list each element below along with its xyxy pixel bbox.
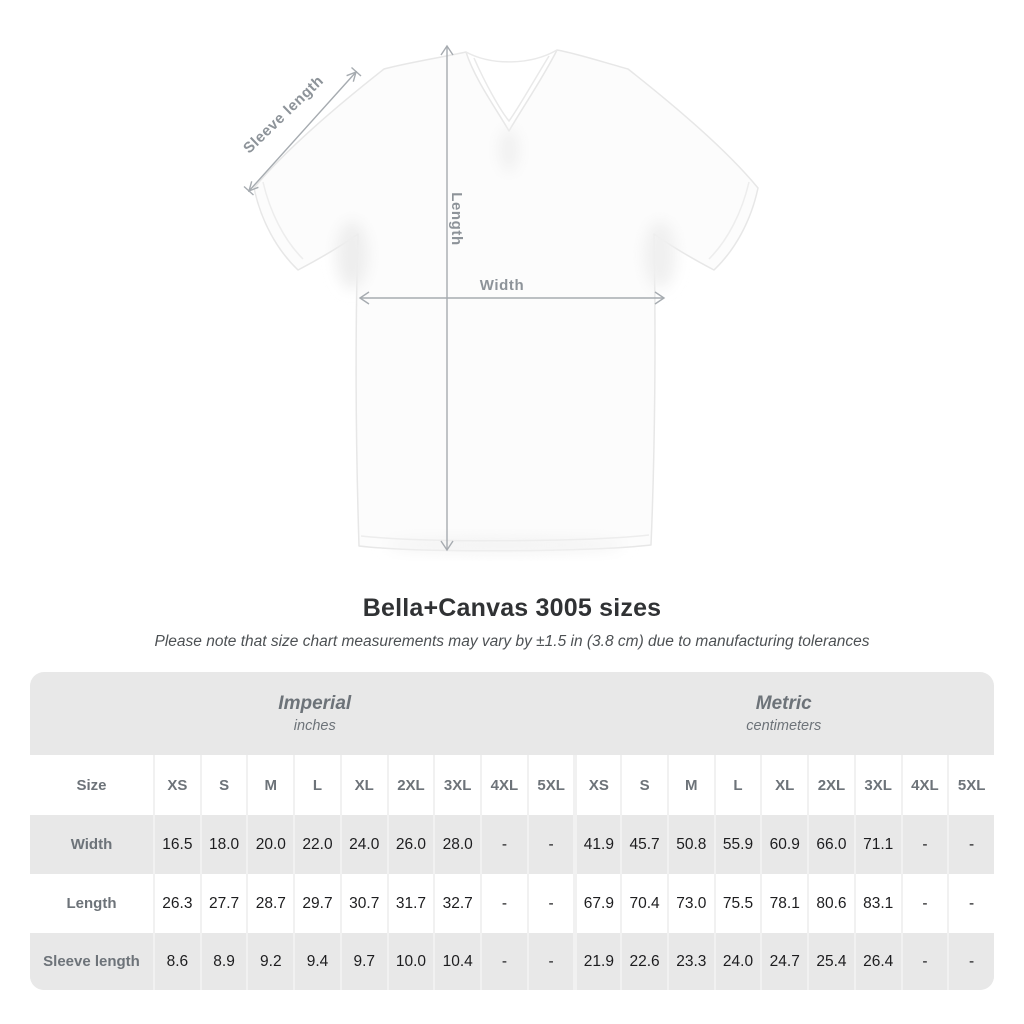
size-col-header-metric-xs: XS <box>573 755 620 815</box>
measurement-cell: - <box>527 933 574 990</box>
size-col-header-metric-2xl: 2XL <box>807 755 854 815</box>
metric-group-unit: centimeters <box>746 718 822 734</box>
measurement-cell: 50.8 <box>667 815 714 874</box>
measurement-cell: 24.0 <box>340 815 387 874</box>
measurement-cell: 26.0 <box>387 815 434 874</box>
measurement-cell: 10.4 <box>433 933 480 990</box>
size-header-label: Size <box>30 755 153 815</box>
size-col-header-imperial-3xl: 3XL <box>433 755 480 815</box>
measurement-cell: - <box>947 815 994 874</box>
size-col-header-metric-s: S <box>620 755 667 815</box>
width-label: Width <box>479 277 525 294</box>
measurement-cell: 25.4 <box>807 933 854 990</box>
size-col-header-imperial-4xl: 4XL <box>480 755 527 815</box>
sleeve-length-label: Sleeve length <box>240 72 328 158</box>
measurement-cell: 83.1 <box>854 874 901 933</box>
imperial-group-unit: inches <box>293 718 336 734</box>
page-title: Bella+Canvas 3005 sizes <box>362 594 662 622</box>
size-col-header-imperial-m: M <box>246 755 293 815</box>
measurement-cell: 28.7 <box>246 874 293 933</box>
row-label: Width <box>30 815 153 874</box>
measurement-cell: 21.9 <box>573 933 620 990</box>
measurement-cell: 29.7 <box>293 874 340 933</box>
measurement-cell: - <box>527 815 574 874</box>
measurement-cell: 60.9 <box>760 815 807 874</box>
measurement-cell: 10.0 <box>387 933 434 990</box>
shadow-vneck <box>499 128 519 172</box>
metric-group-header <box>573 672 994 755</box>
measurement-cell: - <box>480 874 527 933</box>
tshirt-outline <box>254 50 758 551</box>
measurement-cell: - <box>480 933 527 990</box>
measurement-cell: 80.6 <box>807 874 854 933</box>
measurement-cell: 24.7 <box>760 933 807 990</box>
size-col-header-metric-4xl: 4XL <box>901 755 948 815</box>
metric-group-name: Metric <box>755 693 812 714</box>
measurement-cell: - <box>901 933 948 990</box>
measurement-cell: 24.0 <box>714 933 761 990</box>
measurement-cell: 70.4 <box>620 874 667 933</box>
measurement-cell: - <box>901 815 948 874</box>
measurement-cell: 8.6 <box>153 933 200 990</box>
size-col-header-imperial-xl: XL <box>340 755 387 815</box>
measurement-cell: 9.4 <box>293 933 340 990</box>
size-chart-table <box>30 672 994 990</box>
imperial-group-header <box>30 672 573 755</box>
measurement-cell: 18.0 <box>200 815 247 874</box>
measurement-cell: 45.7 <box>620 815 667 874</box>
measurement-cell: 32.7 <box>433 874 480 933</box>
measurement-cell: 22.0 <box>293 815 340 874</box>
measurement-cell: 78.1 <box>760 874 807 933</box>
measurement-cell: 31.7 <box>387 874 434 933</box>
measurement-cell: 66.0 <box>807 815 854 874</box>
size-col-header-metric-l: L <box>714 755 761 815</box>
measurement-cell: - <box>527 874 574 933</box>
measurement-cell: - <box>901 874 948 933</box>
size-col-header-imperial-2xl: 2XL <box>387 755 434 815</box>
measurement-cell: 8.9 <box>200 933 247 990</box>
measurement-cell: 71.1 <box>854 815 901 874</box>
size-col-header-metric-xl: XL <box>760 755 807 815</box>
measurement-cell: - <box>480 815 527 874</box>
imperial-group-name: Imperial <box>278 693 352 714</box>
collar-back-line <box>466 50 557 62</box>
size-col-header-imperial-5xl: 5XL <box>527 755 574 815</box>
size-col-header-metric-m: M <box>667 755 714 815</box>
measurement-cell: 55.9 <box>714 815 761 874</box>
measurement-cell: 9.2 <box>246 933 293 990</box>
size-col-header-imperial-xs: XS <box>153 755 200 815</box>
length-label: Length <box>448 192 465 246</box>
measurement-cell: 30.7 <box>340 874 387 933</box>
measurement-cell: 26.3 <box>153 874 200 933</box>
size-col-header-imperial-l: L <box>293 755 340 815</box>
measurement-cell: - <box>947 874 994 933</box>
measurement-cell: - <box>947 933 994 990</box>
shadow-underarm-left <box>336 221 368 289</box>
measurement-cell: 28.0 <box>433 815 480 874</box>
size-col-header-metric-5xl: 5XL <box>947 755 994 815</box>
row-label: Length <box>30 874 153 933</box>
size-col-header-metric-3xl: 3XL <box>854 755 901 815</box>
measurement-cell: 22.6 <box>620 933 667 990</box>
shadow-underarm-right <box>644 221 676 289</box>
row-label: Sleeve length <box>30 933 153 990</box>
measurement-cell: 16.5 <box>153 815 200 874</box>
measurement-cell: 26.4 <box>854 933 901 990</box>
measurement-cell: 27.7 <box>200 874 247 933</box>
measurement-cell: 73.0 <box>667 874 714 933</box>
measurement-cell: 20.0 <box>246 815 293 874</box>
measurement-cell: 67.9 <box>573 874 620 933</box>
measurement-cell: 9.7 <box>340 933 387 990</box>
measurement-cell: 23.3 <box>667 933 714 990</box>
size-col-header-imperial-s: S <box>200 755 247 815</box>
measurement-cell: 41.9 <box>573 815 620 874</box>
tolerance-note: Please note that size chart measurements may vary by ±1.5 in (3.8 cm) due to manufacturing tolerances <box>154 633 870 650</box>
measurement-cell: 75.5 <box>714 874 761 933</box>
